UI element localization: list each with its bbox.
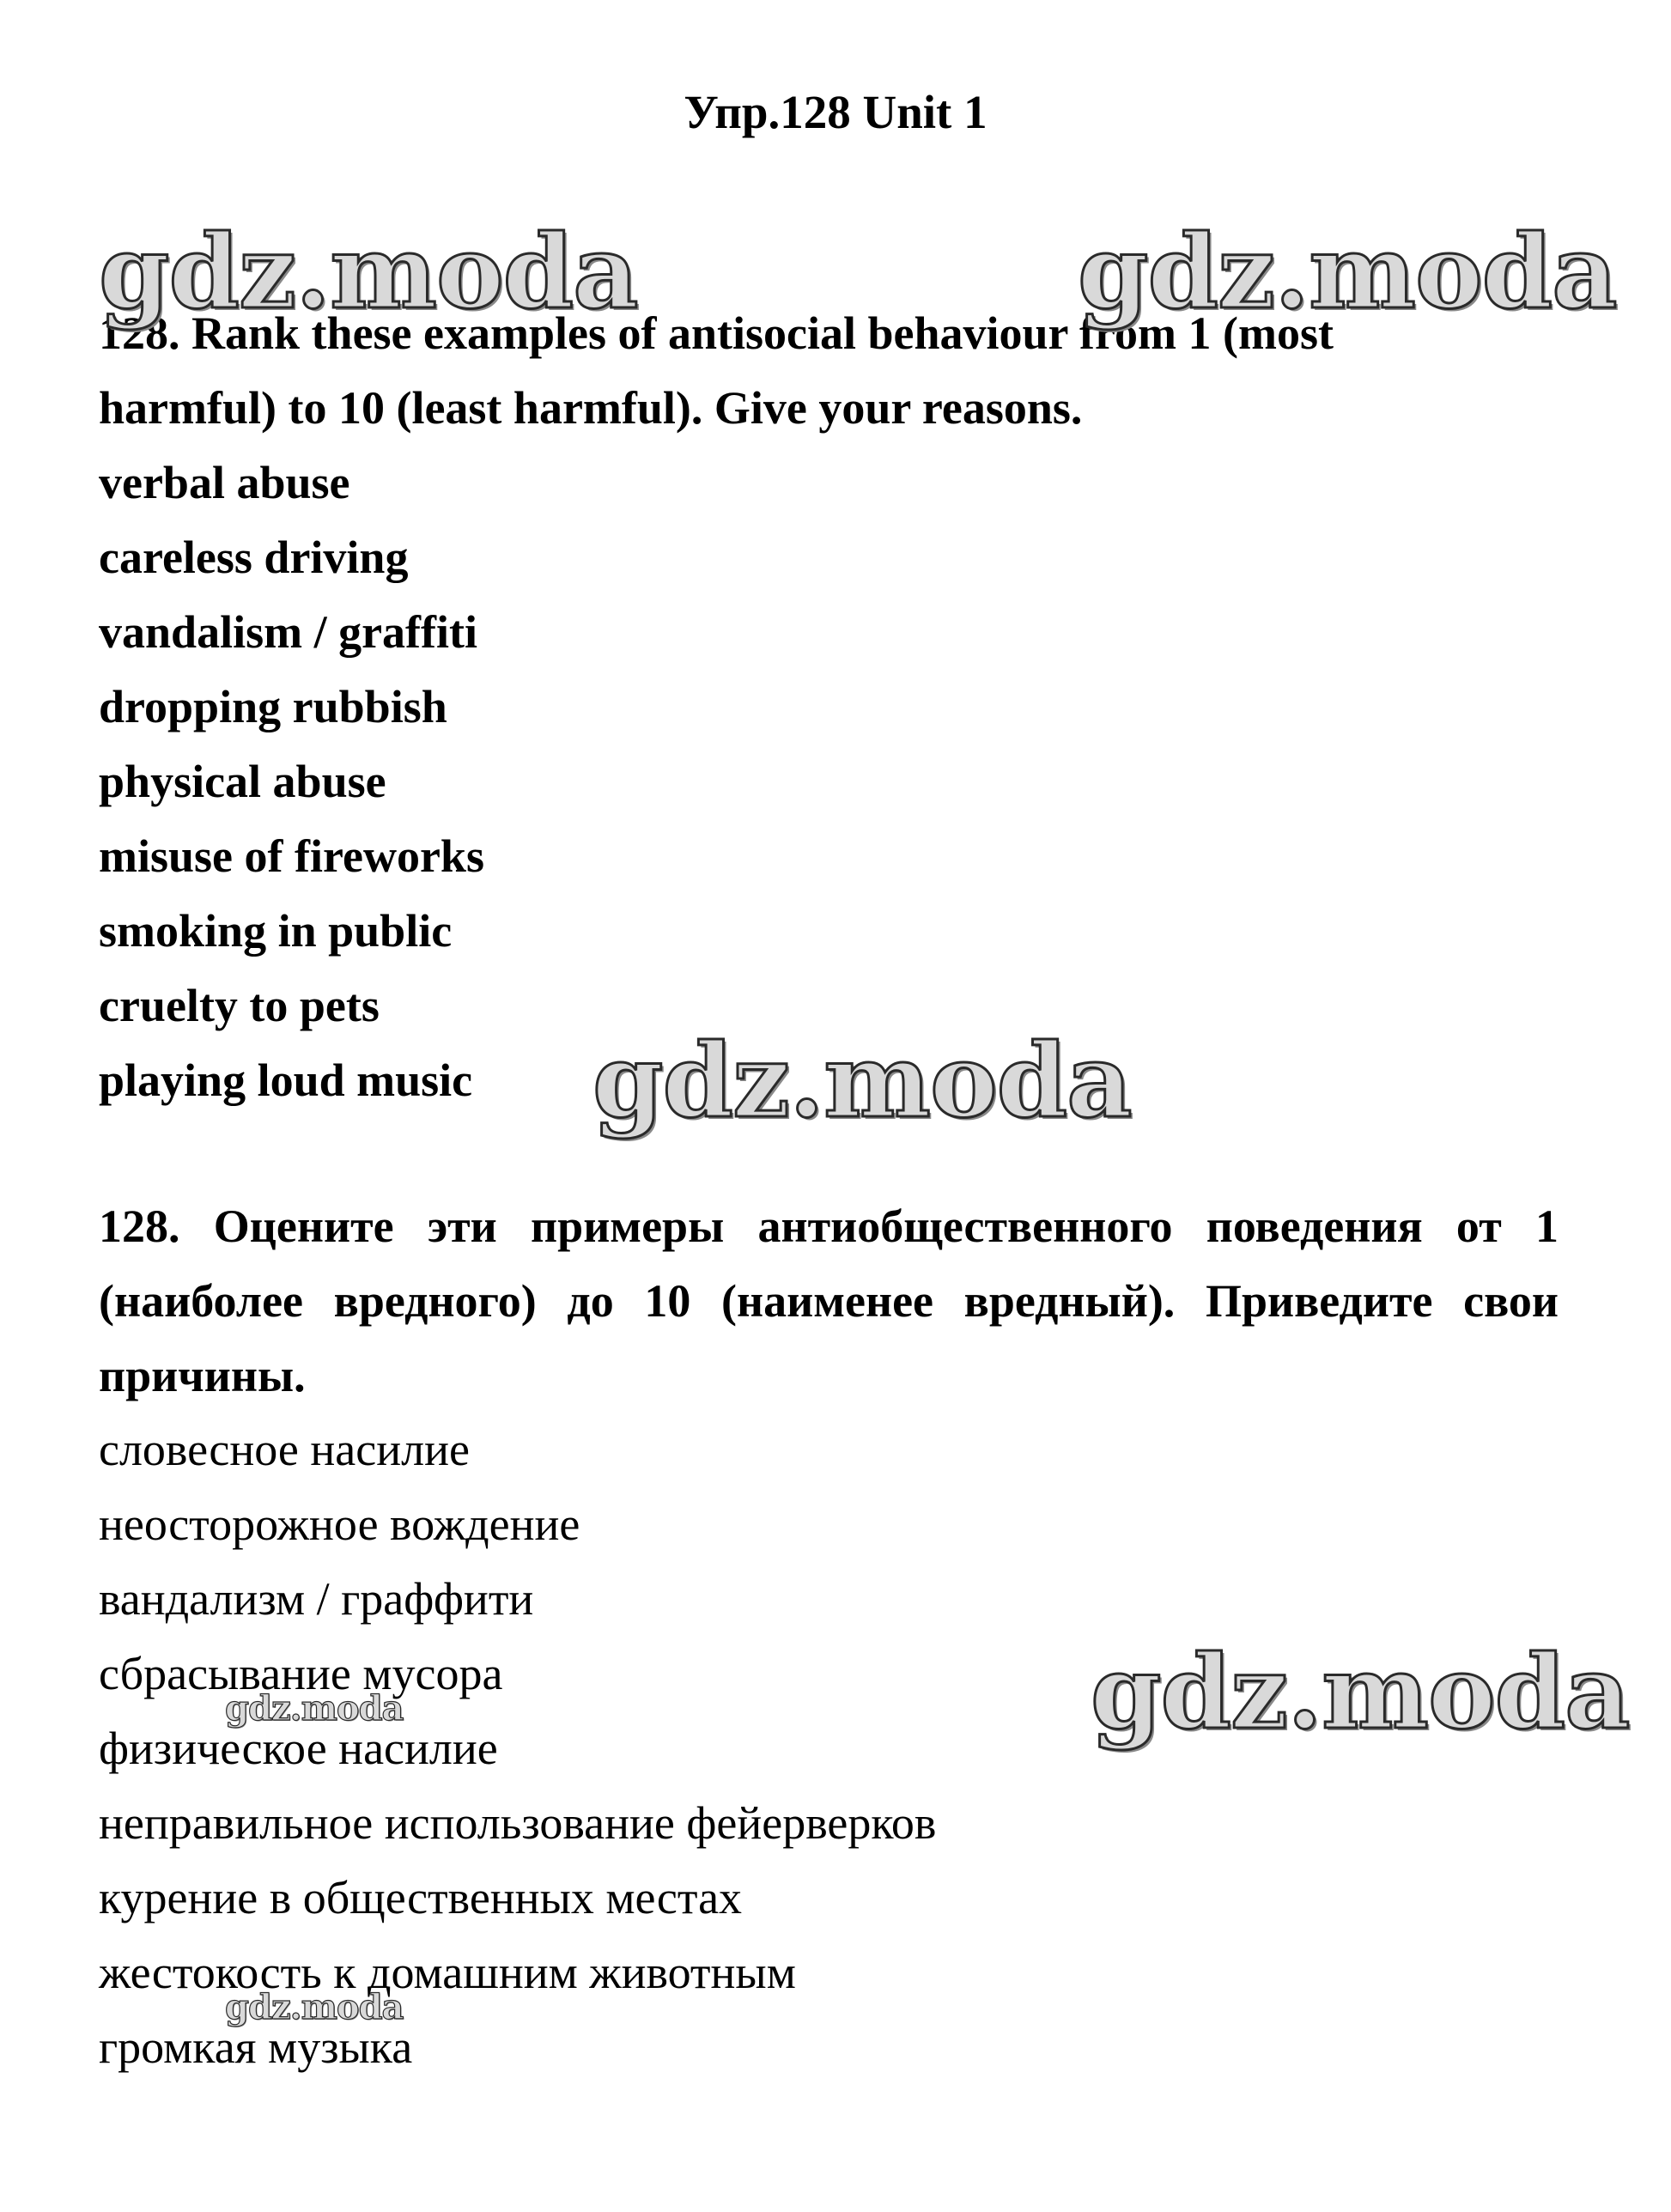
watermark-logo: gdz.moda [592, 1021, 1132, 1140]
russian-item-2: неосторожное вождение [99, 1498, 580, 1550]
english-item-8: cruelty to pets [99, 980, 380, 1031]
english-item-5: physical abuse [99, 756, 386, 807]
russian-item-1: словесное насилие [99, 1424, 470, 1475]
watermark-logo: gdz.moda [1078, 212, 1617, 331]
russian-item-5: физическое насилие [99, 1723, 498, 1774]
russian-item-3: вандализм / граффити [99, 1573, 534, 1625]
english-item-3: vandalism / graffiti [99, 606, 477, 658]
english-task-line-2: harmful) to 10 (least harmful). Give your reasons. [99, 382, 1083, 434]
english-item-9: playing loud music [99, 1054, 473, 1106]
watermark-logo-small: gdz.moda [225, 1688, 404, 1729]
russian-task: 128. Оцените эти примеры антиобщественного поведения от 1 (наиболее вредного) до 10 (наименее вредный). Приведите свои причины. [99, 1200, 1559, 1401]
english-item-4: dropping rubbish [99, 681, 447, 732]
russian-item-7: курение в общественных местах [99, 1872, 743, 1923]
watermark-logo-small: gdz.moda [225, 1987, 404, 2027]
english-item-1: verbal abuse [99, 457, 350, 508]
russian-item-9: громкая музыка [99, 2021, 413, 2073]
russian-item-8: жестокость к домашним животным [99, 1947, 796, 1998]
page-title: Упр.128 Unit 1 [684, 86, 987, 138]
russian-item-4: сбрасывание мусора [99, 1648, 503, 1699]
english-item-2: careless driving [99, 532, 409, 583]
watermark-logo: gdz.moda [99, 212, 638, 331]
english-item-7: smoking in public [99, 905, 453, 957]
english-section [99, 296, 1559, 1118]
russian-item-6: неправильное использование фейерверков [99, 1797, 937, 1849]
english-item-6: misuse of fireworks [99, 830, 484, 882]
watermark-logo: gdz.moda [1091, 1632, 1630, 1752]
english-task-line-1: 128. Rank these examples of antisocial behaviour from 1 (most [99, 307, 1334, 359]
